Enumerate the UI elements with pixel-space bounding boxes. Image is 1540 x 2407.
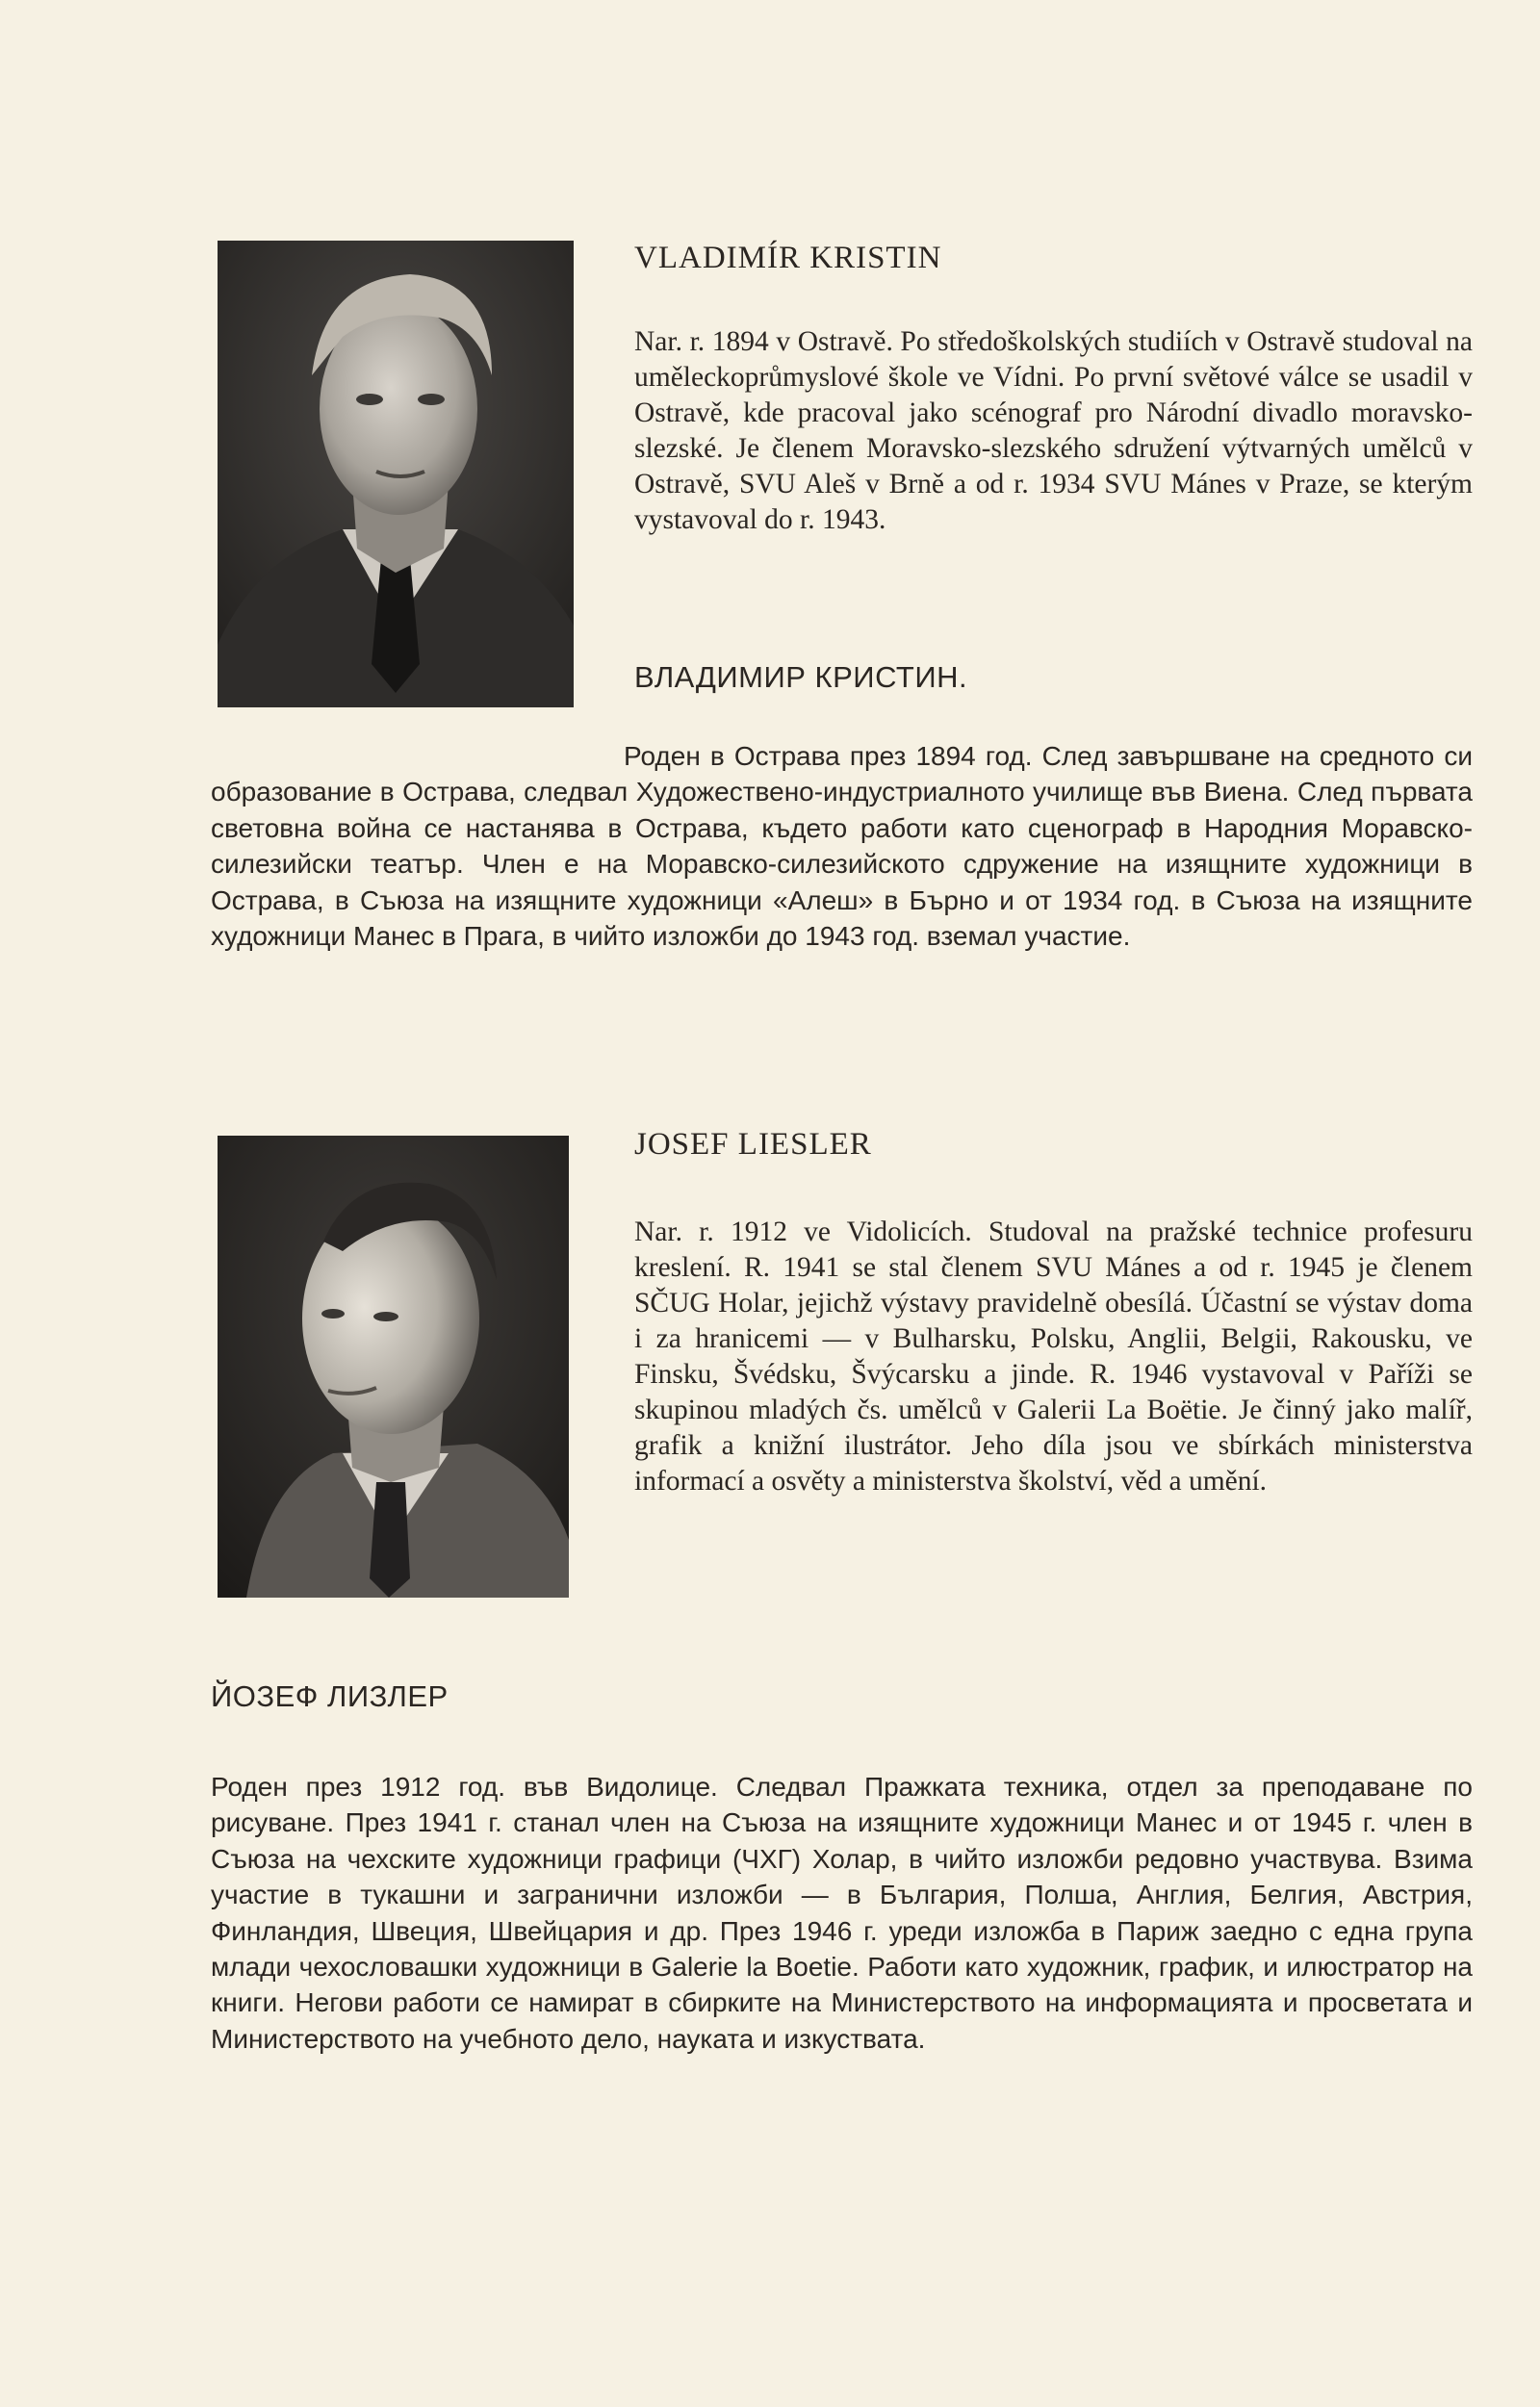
artist-name-czech: JOSEF LIESLER	[634, 1127, 872, 1162]
portrait-photo-kristin	[218, 241, 574, 707]
portrait-kristin-image	[218, 241, 574, 707]
artist-name-czech: VLADIMÍR KRISTIN	[634, 241, 942, 275]
portrait-photo-liesler	[218, 1136, 569, 1598]
artist-bio-bulgarian: Роден през 1912 год. във Видолице. Следвал Пражката техника, отдел за преподаване по рисуване. През 1941 г. станал член на Съюза на изящните художници Манес и от 1945 г. член в Съюза на чехските художници графици (ЧХГ) Холар, в чийто изложби редовно участвува. Взима участие в тукашни и загранични изложби — в България, Полша, Англия, Белгия, Австрия, Финландия, Швеция, Швейцария и др. През 1946 г. уреди изложба в Париж заедно с една група млади чехословашки художници в Galerie la Boetie. Работи като художник, график, и илюстратор на книги. Негови работи се намират в сбирките на Министерството на информацията и просветата и Министерството на учебното дело, науката и изкуствата.	[211, 1772, 1473, 2054]
artist-bio-czech: Nar. r. 1912 ve Vidolicích. Studoval na pražské technice profesuru kreslení. R. 1941 se stal členem SVU Mánes a od r. 1945 je členem SČUG Holar, jejichž výstavy pravidelně obesílá. Účastní se výstav doma i za hranicemi — v Bulharsku, Polsku, Anglii, Belgii, Rakousku, ve Finsku, Švédsku, Švýcarsku a jinde. R. 1946 vystavoval v Paříži se skupinou mladých čs. umělců v Galerii La Boëtie. Je činný jako malíř, grafik a knižní ilustrátor. Jeho díla jsou ve sbírkách ministerstva informací a osvěty a ministerstva školství, věd a umění.	[634, 1216, 1473, 1497]
artist-bio-bulgarian: Роден в Острава през 1894 год. След завършване на средното си образование в Острава, следвал Художествено-индустриалното училище във Виена. След първата световна война се настанява в Острава, където работи като сценограф в Народния Моравско-силезийски театър. Член е на Моравско-силезийското сдружение на изящните художници в Острава, в Съюза на изящните художници «Алеш» в Бърно и от 1934 год. в Съюза на изящните художници Манес в Прага, в чийто изложби до 1943 год. вземал участие.	[211, 741, 1473, 952]
artist-name-bulgarian: ЙОЗЕФ ЛИЗЛЕР	[211, 1679, 449, 1713]
artist-name-bulgarian: ВЛАДИМИР КРИСТИН.	[634, 660, 968, 694]
portrait-liesler-image	[218, 1136, 569, 1598]
artist-bio-czech: Nar. r. 1894 v Ostravě. Po středoškolských studiích v Ostravě studoval na uměleckoprůmyslové škole ve Vídni. Po první světové válce se usadil v Ostravě, kde pracoval jako scénograf pro Národní divadlo moravsko-slezské. Je členem Moravsko-slezského sdružení výtvarných umělců v Ostravě, SVU Aleš v Brně a od r. 1934 SVU Mánes v Praze, se kterým vystavoval do r. 1943.	[634, 326, 1473, 535]
